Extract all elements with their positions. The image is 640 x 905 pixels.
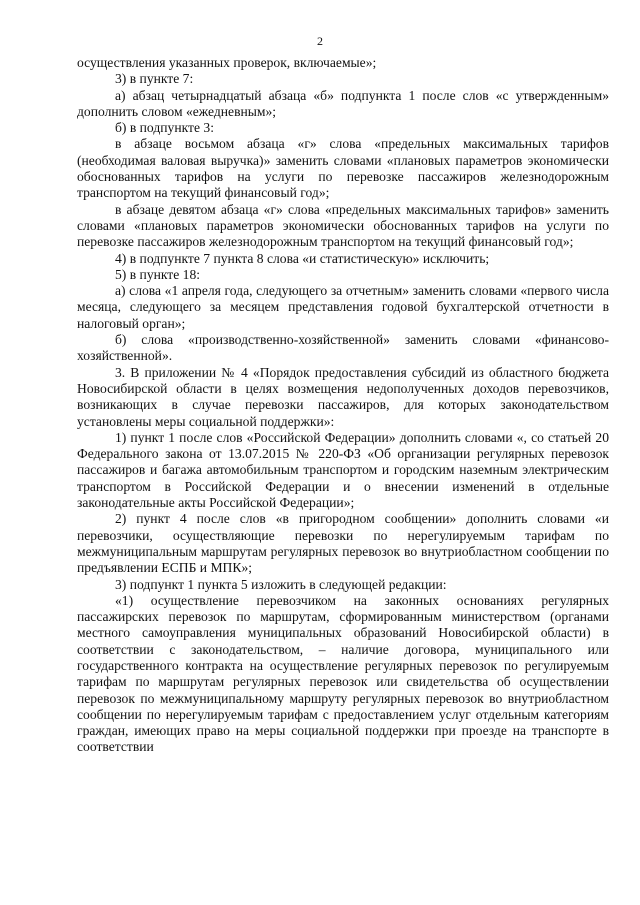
paragraph: осуществления указанных проверок, включаемые»; [77, 55, 377, 70]
paragraph: 3. В приложении № 4 «Порядок предоставления субсидий из областного бюджета Новосибирской области в целях возмещения недополученных доходов перевозчиков, возникающих в случае перевозки пассажиров, для которых законодательством установлены меры социальной поддержки»: [77, 364, 609, 429]
paragraph: 1) пункт 1 после слов «Российской Федерации» дополнить словами «, со статьей 20 Федерального закона от 13.07.2015 № 220-ФЗ «Об организации регулярных перевозок пассажиров и багажа автомобильным транспортом и городским наземным электрическим транспортом в Российской Федерации и о внесении изменений в отдельные законодательные акты Российской Федерации»; [77, 429, 609, 511]
paragraph: «1) осуществление перевозчиком на законных основаниях регулярных пассажирских перевозок по маршрутам, сформированным министерством (органами местного самоуправления муниципальных образований Новосибирской области) в соответствии с законодательством, – наличие договора, муниципального или государственного контракта на осуществление регулярных перевозок по регулируемым тарифам по маршрутам регулярных перевозок или свидетельства об осуществлении перевозок по межмуниципальному маршруту регулярных перевозок во внутриобластном сообщении по нерегулируемым тарифам с предоставлением услуг отдельным категориям граждан, имеющих право на меры социальной поддержки при проезде на транспорте в соответствии [77, 592, 609, 755]
paragraph: б) слова «производственно-хозяйственной» заменить словами «финансово-хозяйственной». [77, 332, 609, 364]
paragraph: 5) в пункте 18: [115, 266, 201, 282]
paragraph: 2) пункт 4 после слов «в пригородном сообщении» дополнить словами «и перевозчики, осуществляющие перевозки по нерегулируемым тарифам по межмуниципальным маршрутам регулярных перевозок во внутриобластном сообщении по предъявлении ЕСПБ и МПК»; [77, 511, 609, 576]
paragraph: 3) в пункте 7: [115, 71, 194, 87]
paragraph: в абзаце девятом абзаца «г» слова «предельных максимальных тарифов» заменить словами «плановых параметров экономически обоснованных тарифов на услуги по перевозке пассажиров железнодорожным транспортом на текущий финансовый год»; [77, 201, 609, 250]
paragraph: 3) подпункт 1 пункта 5 изложить в следующей редакции: [115, 576, 447, 592]
paragraph: б) в подпункте 3: [115, 120, 214, 136]
paragraph: в абзаце восьмом абзаца «г» слова «предельных максимальных тарифов (необходимая валовая выручка)» заменить словами «плановых параметров экономически обоснованных тарифов на услуги по перевозке пассажиров железнодорожным транспортом на текущий финансовый год»; [77, 136, 609, 201]
paragraph: а) абзац четырнадцатый абзаца «б» подпункта 1 после слов «с утвержденным» дополнить словом «ежедневным»; [77, 87, 609, 119]
paragraph: а) слова «1 апреля года, следующего за отчетным» заменить словами «первого числа месяца, следующего за месяцем представления годовой бухгалтерской отчетности в налоговый орган»; [77, 283, 609, 331]
page-number: 2 [317, 34, 323, 48]
document-body [77, 55, 609, 756]
paragraph: 4) в подпункте 7 пункта 8 слова «и статистическую» исключить; [115, 250, 490, 266]
